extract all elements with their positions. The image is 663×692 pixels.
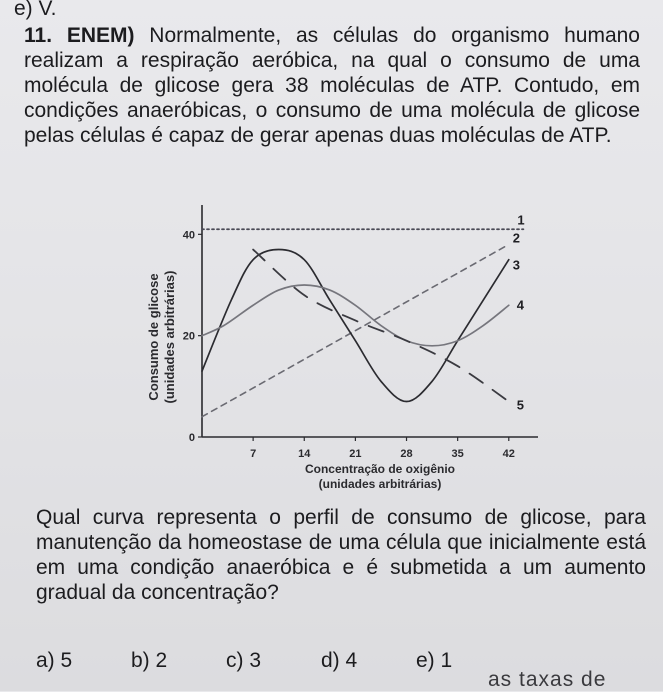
- x-tick-label: 14: [298, 448, 311, 460]
- option-d[interactable]: d) 4: [321, 649, 358, 672]
- option-b[interactable]: b) 2: [131, 649, 168, 672]
- y-axis-units: (unidades arbitrárias): [162, 270, 177, 404]
- series-5-label: 5: [516, 397, 525, 413]
- question-text: Normalmente, as células do organismo humano realizam a respiração aeróbica, na qual o consumo de uma molécula de glicose gera 38 moléculas de ATP. Contudo, em condições anaeróbicas, o consumo de uma molécula de glicose pelas células é capaz de gerar apenas duas moléculas de ATP.: [24, 24, 640, 147]
- series-3-label: 3: [512, 257, 521, 273]
- option-c[interactable]: c) 3: [226, 649, 262, 672]
- previous-answer-option: e) V.: [14, 0, 57, 20]
- series-2-label: 2: [512, 230, 521, 246]
- chart-svg: [120, 195, 560, 505]
- option-e[interactable]: e) 1: [416, 649, 453, 672]
- x-tick-label: 21: [349, 448, 362, 460]
- x-axis-title: Concentração de oxigênio: [304, 462, 456, 476]
- question-prompt: Qual curva representa o perfil de consumo de glicose, para manutenção da homeostase de uma célula que inicialmente está em uma condição anaeróbica e é submetida a um aumento gradual da concentração?: [36, 506, 646, 604]
- y-tick-label: 0: [188, 432, 195, 444]
- next-text-fragment: as taxas de: [488, 668, 607, 691]
- x-tick-label: 7: [250, 448, 257, 460]
- y-tick-label: 40: [182, 229, 195, 242]
- y-axis-title: Consumo de glicose: [146, 273, 161, 401]
- y-tick-label: 20: [182, 330, 195, 343]
- x-tick-label: 28: [400, 448, 413, 460]
- series-2-line: [202, 244, 509, 416]
- x-tick-label: 42: [502, 448, 515, 460]
- x-axis-units: (unidades arbitrárias): [318, 477, 442, 491]
- question-number: 11. ENEM): [24, 24, 135, 47]
- series-1-label: 1: [517, 212, 525, 228]
- series-3-line: [202, 250, 509, 402]
- x-tick-label: 35: [451, 448, 464, 460]
- series-4-label: 4: [516, 297, 525, 313]
- option-a[interactable]: a) 5: [36, 649, 73, 672]
- question-statement: [24, 23, 640, 148]
- series-4-line: [202, 285, 509, 346]
- glucose-oxygen-chart: [120, 195, 560, 505]
